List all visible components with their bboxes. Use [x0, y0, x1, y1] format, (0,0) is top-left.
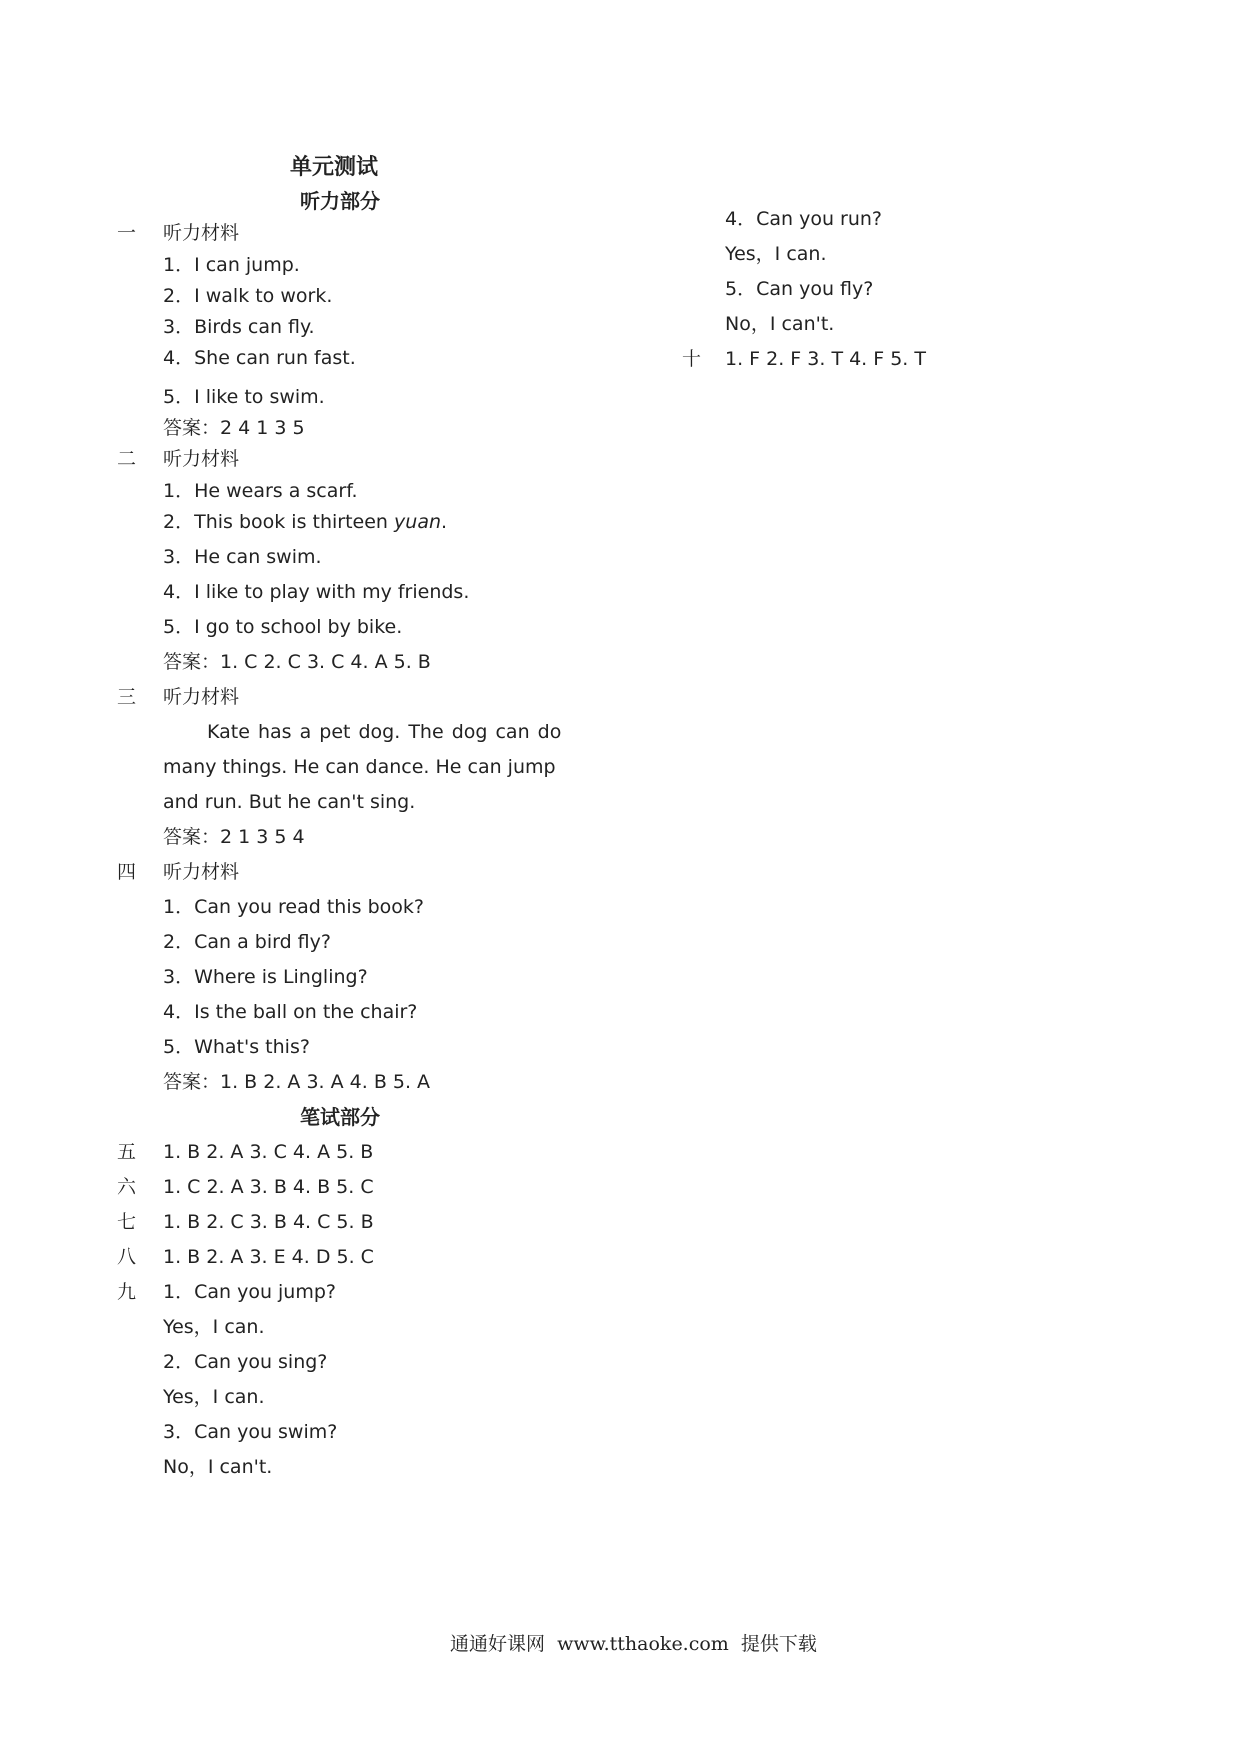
section-6-answer: 1. C 2. A 3. B 4. B 5. C — [163, 1176, 374, 1198]
section-2-line-2 — [163, 510, 447, 534]
footer-credit: 通通好课网 www.tthaoke.com 提供下载 — [450, 1633, 817, 1655]
page-title: 单元测试 — [290, 155, 379, 180]
section-5-answer: 1. B 2. A 3. C 4. A 5. B — [163, 1141, 374, 1163]
section-9-line-9: 5．Can you fly? — [725, 278, 874, 300]
section-9-numeral: 九 — [117, 1281, 137, 1303]
section-1-line-2: 2．I walk to work. — [163, 285, 333, 307]
section-3-heading: 听力材料 — [163, 686, 240, 708]
section-4-line-1: 1．Can you read this book? — [163, 896, 424, 918]
section-5-numeral: 五 — [117, 1141, 137, 1163]
section-9-line-7: 4．Can you run? — [725, 208, 883, 230]
section-9-line-4: Yes，I can. — [163, 1386, 265, 1408]
section-2-line-2-italic: yuan — [394, 511, 442, 533]
section-2-line-5: 5．I go to school by bike. — [163, 616, 403, 638]
section-9-line-2: Yes，I can. — [163, 1316, 265, 1338]
section-1-answer: 答案：2 4 1 3 5 — [163, 417, 305, 439]
section-2-line-2-period: . — [441, 511, 448, 533]
section-1-line-3: 3．Birds can fly. — [163, 316, 315, 338]
section-6-numeral: 六 — [117, 1176, 137, 1198]
section-2-line-3: 3．He can swim. — [163, 546, 322, 568]
section-3-line-1: Kate has a pet dog. The dog can do — [207, 721, 562, 743]
section-9-line-3: 2．Can you sing? — [163, 1351, 328, 1373]
section-9-line-1: 1．Can you jump? — [163, 1281, 337, 1303]
section-1-heading: 听力材料 — [163, 222, 240, 244]
section-1-line-4: 4．She can run fast. — [163, 347, 356, 369]
listening-heading: 听力部分 — [300, 189, 380, 213]
section-7-answer: 1. B 2. C 3. B 4. C 5. B — [163, 1211, 374, 1233]
section-7-numeral: 七 — [117, 1211, 137, 1233]
section-4-line-2: 2．Can a bird fly? — [163, 931, 331, 953]
section-4-heading: 听力材料 — [163, 861, 240, 883]
section-10-answer: 1. F 2. F 3. T 4. F 5. T — [725, 348, 926, 370]
section-9-line-5: 3．Can you swim? — [163, 1421, 338, 1443]
section-9-line-6: No，I can't. — [163, 1456, 273, 1478]
section-8-numeral: 八 — [117, 1246, 137, 1268]
section-2-line-4: 4．I like to play with my friends. — [163, 581, 470, 603]
section-3-answer: 答案：2 1 3 5 4 — [163, 826, 305, 848]
section-10-numeral: 十 — [682, 348, 702, 370]
section-4-numeral: 四 — [117, 861, 137, 883]
section-1-line-5: 5．I like to swim. — [163, 386, 325, 408]
section-2-line-2-text: 2．This book is thirteen — [163, 511, 388, 533]
section-2-line-1: 1．He wears a scarf. — [163, 480, 358, 502]
writing-heading: 笔试部分 — [300, 1105, 380, 1129]
section-4-line-5: 5．What's this? — [163, 1036, 310, 1058]
section-9-line-8: Yes，I can. — [725, 243, 827, 265]
section-2-heading: 听力材料 — [163, 448, 240, 470]
section-4-line-3: 3．Where is Lingling? — [163, 966, 368, 988]
section-1-numeral: 一 — [117, 222, 137, 244]
section-9-line-10: No，I can't. — [725, 313, 835, 335]
section-8-answer: 1. B 2. A 3. E 4. D 5. C — [163, 1246, 374, 1268]
section-3-line-3: and run. But he can't sing. — [163, 791, 416, 813]
section-3-numeral: 三 — [117, 686, 137, 708]
section-3-line-2: many things. He can dance. He can jump — [163, 756, 556, 778]
section-2-answer: 答案：1. C 2. C 3. C 4. A 5. B — [163, 651, 431, 673]
section-4-line-4: 4．Is the ball on the chair? — [163, 1001, 418, 1023]
section-4-answer: 答案：1. B 2. A 3. A 4. B 5. A — [163, 1071, 431, 1093]
section-1-line-1: 1．I can jump. — [163, 254, 300, 276]
section-2-numeral: 二 — [117, 448, 137, 470]
